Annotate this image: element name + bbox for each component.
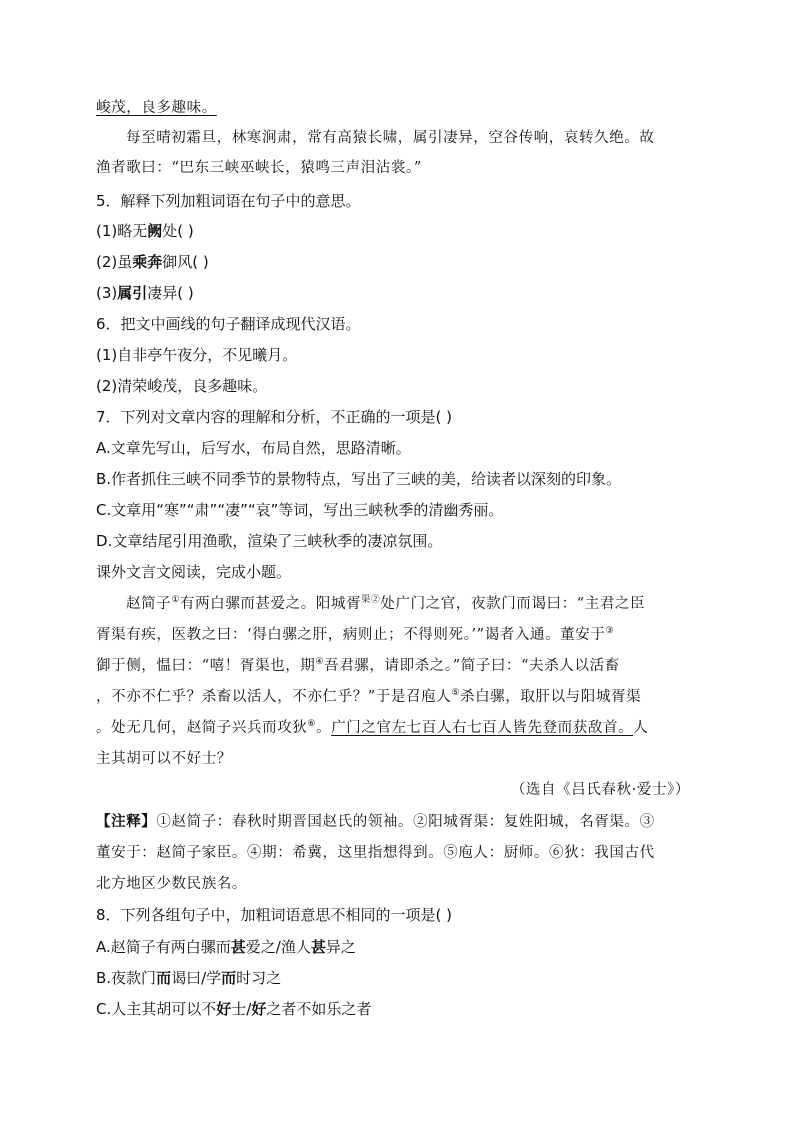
annotation-line: 【注释】①赵简子：春秋时期晋国赵氏的领袖。②阳城胥渠：复姓阳城，名胥渠。③ xyxy=(96,813,655,830)
question-7-option-b: B.作者抓住三峡不同季节的景物特点，写出了三峡的美，给读者以深刻的印象。 xyxy=(96,470,622,488)
question-5-item-3: (3)属引凄异( ) xyxy=(96,284,194,302)
section-heading: 课外文言文阅读，完成小题。 xyxy=(96,563,292,581)
classical-text-line: 御于侧，愠曰：“嘻！胥渠也，期④吾君骡，请即杀之。”简子曰：“夫杀人以活畜 xyxy=(96,657,620,674)
question-5-item-1: (1)略无阙处( ) xyxy=(96,222,194,240)
classical-text-line: 赵简子①有两白骡而甚爱之。阳城胥$^{渠②}$处广门之官，夜款门而谒曰：“主君之臣 xyxy=(126,595,646,612)
question-5-stem: 5．解释下列加粗词语在句子中的意思。 xyxy=(96,192,361,210)
question-8-stem: 8．下列各组句子中，加粗词语意思不相同的一项是( ) xyxy=(96,906,453,924)
passage-paragraph-line: 每至晴初霜旦，林寒涧肃，常有高猿长啸，属引凄异，空谷传响，哀转久绝。故 xyxy=(126,130,655,146)
question-6-stem: 6．把文中画线的句子翻译成现代汉语。 xyxy=(96,315,361,333)
classical-text-line: 胥渠有疾，医教之曰：‘得白骡之肝，病则止；不得则死。’”谒者入通。董安于③ xyxy=(96,626,615,643)
source-citation: （选自《吕氏春秋·爱士》） xyxy=(510,782,690,798)
underlined-sentence: 广门之官左七百人右七百人皆先登而获敌首。 xyxy=(331,720,634,736)
question-8-option-c: C.人主其胡可以不好士/好之者不如乐之者 xyxy=(96,1000,372,1018)
question-7-option-a: A.文章先写山，后写水，布局自然，思路清晰。 xyxy=(96,439,411,457)
classical-text-line: ，不亦不仁乎？杀畜以活人，不亦仁乎？”于是召庖人⑤杀白骡，取肝以与阳城胥渠 xyxy=(96,688,642,705)
question-7-stem: 7．下列对文章内容的理解和分析，不正确的一项是( ) xyxy=(96,408,453,426)
annotation-line: 董安于：赵简子家臣。④期：希冀，这里指想得到。⑤庖人：厨师。⑥狄：我国古代 xyxy=(96,845,655,861)
question-8-option-b: B.夜款门而谒曰/学而时习之 xyxy=(96,969,282,987)
question-5-item-2: (2)虽乘奔御风( ) xyxy=(96,253,209,271)
question-6-item-1: (1)自非亭午夜分，不见曦月。 xyxy=(96,346,298,364)
classical-text-line: 。处无几何，赵简子兴兵而攻狄⑥。广门之官左七百人右七百人皆先登而获敌首。人 xyxy=(96,719,649,736)
question-8-option-a: A.赵简子有两白骡而甚爱之/渔人甚异之 xyxy=(96,938,356,956)
question-6-item-2: (2)清荣峻茂，良多趣味。 xyxy=(96,377,268,395)
question-7-option-c: C.文章用“寒”“肃”“凄”“哀”等词，写出三峡秋季的清幽秀丽。 xyxy=(96,501,504,519)
classical-text-line: 主其胡可以不好士？ xyxy=(96,751,232,767)
passage-fragment: 峻茂，良多趣味。 xyxy=(96,100,217,116)
annotation-line: 北方地区少数民族名。 xyxy=(96,876,247,892)
passage-paragraph-line: 渔者歌曰：“巴东三峡巫峡长，猿鸣三声泪沾裳。” xyxy=(96,160,422,176)
question-7-option-d: D.文章结尾引用渔歌，渲染了三峡秋季的凄凉氛围。 xyxy=(96,532,443,550)
